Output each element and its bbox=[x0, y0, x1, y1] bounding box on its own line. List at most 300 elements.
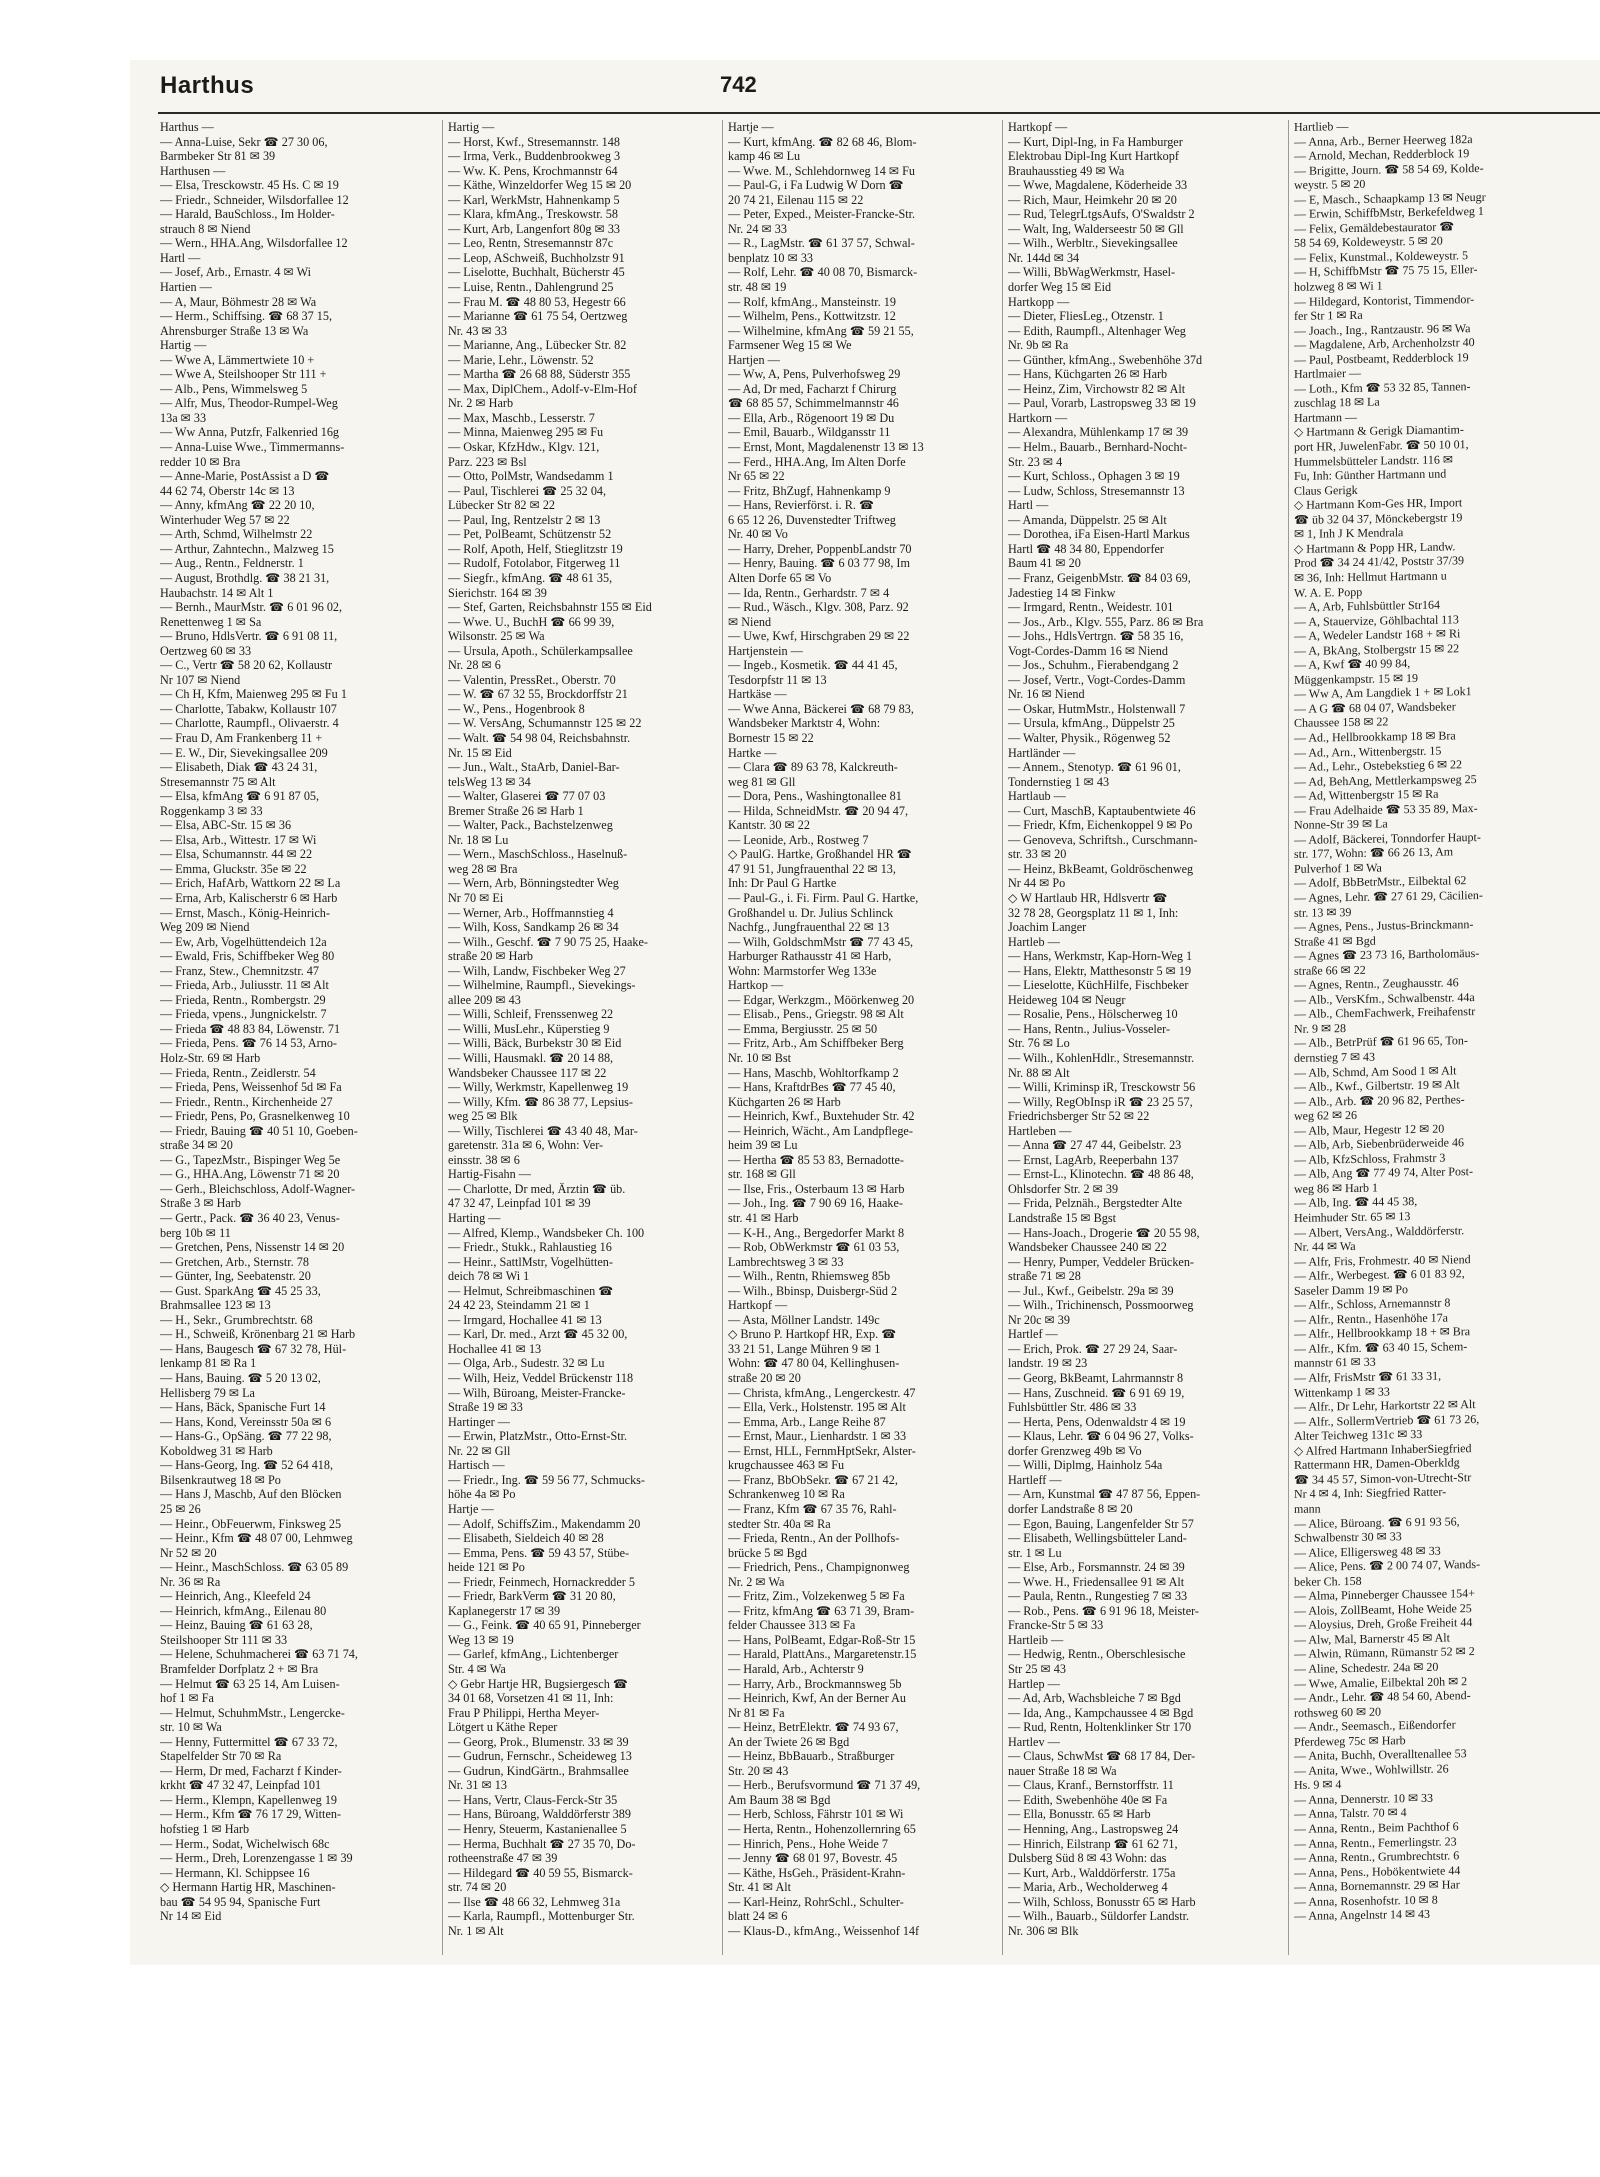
directory-entry-line: — Wwe. H., Friedensallee 91 ✉ Alt bbox=[1008, 1574, 1185, 1589]
directory-entry-line: — Anna, Bornemannstr. 29 ✉ Har bbox=[1294, 1877, 1460, 1895]
directory-entry-line: — Elisabeth, Diak ☎ 43 24 31, bbox=[160, 760, 318, 775]
directory-entry-line: strauch 8 ✉ Niend bbox=[160, 221, 251, 236]
directory-entry-line: bau ☎ 54 95 94, Spanische Furt bbox=[160, 1894, 321, 1909]
directory-entry-line: — Ella, Verk., Holstenstr. 195 ✉ Alt bbox=[728, 1400, 906, 1415]
directory-entry-line: — Hildegard ☎ 40 59 55, Bismarck- bbox=[448, 1865, 633, 1880]
directory-entry-line: — Wilh, Koss, Sandkamp 26 ✉ 34 bbox=[448, 920, 619, 935]
directory-entry-line: — Christa, kfmAng., Lengerckestr. 47 bbox=[728, 1385, 916, 1400]
directory-entry-line: — Alice, Büroang. ☎ 6 91 93 56, bbox=[1294, 1513, 1460, 1531]
directory-entry-line: — Max, DiplChem., Adolf-v-Elm-Hof bbox=[448, 381, 637, 396]
directory-entry-line: Wohn: ☎ 47 80 04, Kellinghusen- bbox=[728, 1356, 900, 1371]
directory-entry-line: Str. 76 ✉ Lo bbox=[1008, 1036, 1070, 1051]
directory-entry-line: — Käthe, Winzeldorfer Weg 15 ✉ 20 bbox=[448, 178, 632, 193]
directory-entry-line: Hartmann — bbox=[1294, 409, 1357, 425]
directory-entry-line: — Arnold, Mechan, Redderblock 19 bbox=[1294, 146, 1470, 163]
directory-entry-line: Nr. 306 ✉ Blk bbox=[1008, 1923, 1079, 1938]
directory-entry-line: — Harald, Arb., Achterstr 9 bbox=[728, 1661, 864, 1676]
directory-entry-line: — Felix, Kunstmal., Koldeweystr. 5 bbox=[1294, 248, 1468, 265]
directory-entry-line: Nr 14 ✉ Eid bbox=[160, 1909, 222, 1924]
directory-entry-line: — Ernst, HLL, FernmHptSekr, Alster- bbox=[728, 1443, 916, 1458]
directory-entry-line: — Rud, TelegrLtgsAufs, O'Swaldstr 2 bbox=[1008, 207, 1195, 222]
directory-page bbox=[130, 60, 1600, 1965]
directory-entry-line: mann bbox=[1294, 1501, 1321, 1516]
directory-entry-line: — Alb, KfzSchloss, Frahmstr 3 bbox=[1294, 1150, 1446, 1167]
directory-entry-line: — Helm., Bauarb., Bernhard-Nocht- bbox=[1008, 440, 1188, 455]
directory-entry-line: — Henny, Futtermittel ☎ 67 33 72, bbox=[160, 1734, 338, 1749]
directory-entry-line: — Wwe A, Lämmertwiete 10 + bbox=[160, 352, 315, 367]
directory-entry-line: — Paula, Rentn., Rungestieg 7 ✉ 33 bbox=[1008, 1589, 1188, 1604]
directory-entry-line: — H, SchiffbMstr ☎ 75 75 15, Eller- bbox=[1294, 262, 1478, 280]
directory-entry-line: — Hertha ☎ 85 53 83, Bernadotte- bbox=[728, 1152, 904, 1167]
directory-entry-line: ◇ Hermann Hartig HR, Maschinen- bbox=[160, 1880, 336, 1895]
directory-entry-line: — Ernst, Masch., König-Heinrich- bbox=[160, 905, 330, 920]
directory-entry-line: weg 28 ✉ Bra bbox=[448, 861, 518, 876]
directory-entry-line: 33 21 51, Lange Mühren 9 ✉ 1 bbox=[728, 1341, 881, 1356]
directory-entry-line: deich 78 ✉ Wi 1 bbox=[448, 1269, 530, 1284]
directory-entry-line: — Anna, Arb., Berner Heerweg 182a bbox=[1294, 131, 1473, 149]
directory-entry-line: — Pet, PolBeamt, Schützenstr 52 bbox=[448, 527, 612, 542]
directory-entry-line: — Irma, Verk., Buddenbrookweg 3 bbox=[448, 149, 621, 164]
directory-entry-line: Hochallee 41 ✉ 13 bbox=[448, 1341, 542, 1356]
directory-entry-line: — Hans, Zuschneid. ☎ 6 91 69 19, bbox=[1008, 1385, 1185, 1400]
directory-entry-line: — G., TapezMstr., Bispinger Weg 5e bbox=[160, 1152, 341, 1167]
directory-entry-line: — Heinz, BetrElektr. ☎ 74 93 67, bbox=[728, 1720, 899, 1735]
directory-entry-line: — Helmut, Schreibmaschinen ☎ bbox=[448, 1283, 614, 1298]
directory-entry-line: Nr. 36 ✉ Ra bbox=[160, 1574, 221, 1589]
directory-entry-line: — Friedr., Rentn., Kirchenheide 27 bbox=[160, 1094, 333, 1109]
directory-entry-line: — Wilh, Schloss, Bonusstr 65 ✉ Harb bbox=[1008, 1894, 1196, 1909]
directory-entry-line: — Wern, Arb, Bönningstedter Weg bbox=[448, 876, 619, 891]
directory-entry-line: — Klara, kfmAng., Treskowstr. 58 bbox=[448, 207, 618, 222]
directory-entry-line: — Helmut ☎ 63 25 14, Am Luisen- bbox=[160, 1676, 340, 1691]
directory-entry-line: 44 62 74, Oberstr 14c ✉ 13 bbox=[160, 483, 295, 498]
directory-entry-line: — Ida, Ang., Kampchaussee 4 ✉ Bgd bbox=[1008, 1705, 1194, 1720]
directory-entry-line: — Alfr., SollermVertrieb ☎ 61 73 26, bbox=[1294, 1411, 1480, 1429]
directory-entry-line: Stresemannstr 75 ✉ Alt bbox=[160, 774, 276, 789]
directory-entry-line: Saseler Damm 19 ✉ Po bbox=[1294, 1281, 1409, 1298]
directory-entry-line: Hartkäse — bbox=[728, 687, 787, 702]
directory-entry-line: — Anna, Rentn., Femerlingstr. 23 bbox=[1294, 1833, 1457, 1851]
directory-entry-line: Str. 4 ✉ Wa bbox=[448, 1661, 506, 1676]
directory-entry-line: — Hans, PolBeamt, Edgar-Roß-Str 15 bbox=[728, 1632, 916, 1647]
directory-entry-line: rotheenstraße 47 ✉ 39 bbox=[448, 1851, 558, 1866]
directory-entry-line: — Else, Arb., Forsmannstr. 24 ✉ 39 bbox=[1008, 1560, 1185, 1575]
directory-entry-line: ◇ Alfred Hartmann InhaberSiegfried bbox=[1294, 1440, 1472, 1458]
directory-entry-line: — Emma, Pens. ☎ 59 43 57, Stübe- bbox=[448, 1545, 630, 1560]
directory-entry-line: — Horst, Kwf., Stresemannstr. 148 bbox=[448, 134, 620, 149]
directory-entry-line: Brahmsallee 123 ✉ 13 bbox=[160, 1298, 271, 1313]
directory-entry-line: — Marianne, Ang., Lübecker Str. 82 bbox=[448, 338, 627, 353]
directory-entry-line: Elektrobau Dipl-Ing Kurt Hartkopf bbox=[1008, 149, 1179, 164]
directory-entry-line: Hartke — bbox=[728, 745, 777, 760]
directory-entry-line: — Georg, BkBeamt, Lahrmannstr 8 bbox=[1008, 1371, 1184, 1386]
directory-entry-line: — Felix, Gemäldebestaurator ☎ bbox=[1294, 219, 1455, 236]
directory-entry-line: rothsweg 60 ✉ 20 bbox=[1294, 1704, 1382, 1720]
directory-entry-line: landstr. 19 ✉ 23 bbox=[1008, 1356, 1088, 1371]
directory-entry-line: Harburger Rathausstr 41 ✉ Harb, bbox=[728, 949, 892, 964]
directory-entry-line: — Alfr, Mus, Theodor-Rumpel-Weg bbox=[160, 396, 338, 411]
directory-entry-line: Nr. 15 ✉ Eid bbox=[448, 745, 512, 760]
directory-column-1 bbox=[160, 120, 422, 1955]
directory-entry-line: — Hans, Bauing. ☎ 5 20 13 02, bbox=[160, 1371, 321, 1386]
directory-entry-line: Sierichstr. 164 ✉ 39 bbox=[448, 585, 547, 600]
directory-entry-line: — Alfr., Werbegest. ☎ 6 01 83 92, bbox=[1294, 1266, 1465, 1284]
directory-entry-line: — Emil, Bauarb., Wildgansstr 11 bbox=[728, 425, 891, 440]
directory-entry-line: — Wern., MaschSchloss., Haselnuß- bbox=[448, 847, 628, 862]
directory-entry-line: W. A. E. Popp bbox=[1294, 584, 1363, 600]
directory-entry-line: — Paul, Vorarb, Lastropsweg 33 ✉ 19 bbox=[1008, 396, 1196, 411]
directory-entry-line: — Frieda, vpens., Jungnickelstr. 7 bbox=[160, 1007, 327, 1022]
directory-entry-line: Bremer Straße 26 ✉ Harb 1 bbox=[448, 803, 584, 818]
directory-entry-line: — Fritz, BhZugf, Hahnenkamp 9 bbox=[728, 483, 891, 498]
directory-entry-line: hof 1 ✉ Fa bbox=[160, 1691, 214, 1706]
directory-entry-line: Müggenkampstr. 15 ✉ 19 bbox=[1294, 670, 1419, 687]
directory-entry-line: — Alfr., Schloss, Arnemannstr 8 bbox=[1294, 1295, 1451, 1313]
directory-entry-line: — Jul., Kwf., Geibelstr. 29a ✉ 39 bbox=[1008, 1283, 1174, 1298]
directory-entry-line: Tondernstieg 1 ✉ 43 bbox=[1008, 774, 1110, 789]
directory-entry-line: — Arth, Schmd, Wilhelmstr 22 bbox=[160, 527, 313, 542]
directory-entry-line: — Bruno, HdlsVertr. ☎ 6 91 08 11, bbox=[160, 629, 338, 644]
directory-entry-line: — Wilhelmine, kfmAng ☎ 59 21 55, bbox=[728, 323, 914, 338]
directory-entry-line: — Hinrich, Eilstranp ☎ 61 62 71, bbox=[1008, 1836, 1178, 1851]
directory-entry-line: — R., LagMstr. ☎ 61 37 57, Schwal- bbox=[728, 236, 915, 251]
directory-entry-line: — Fritz, Zim., Volzekenweg 5 ✉ Fa bbox=[728, 1589, 905, 1604]
directory-entry-line: Nr. 31 ✉ 13 bbox=[448, 1778, 507, 1793]
directory-entry-line: 6 65 12 26, Duvenstedter Triftweg bbox=[728, 512, 896, 527]
directory-entry-line: — Albert, VersAng., Walddörferstr. bbox=[1294, 1222, 1465, 1240]
directory-entry-line: — Wwe Anna, Bäckerei ☎ 68 79 83, bbox=[728, 701, 914, 716]
directory-entry-line: — Emma, Bergiusstr. 25 ✉ 50 bbox=[728, 1021, 878, 1036]
directory-entry-line: — Erich, HafArb, Wattkorn 22 ✉ La bbox=[160, 876, 341, 891]
directory-entry-line: Nr 20c ✉ 39 bbox=[1008, 1312, 1070, 1327]
directory-entry-line: — Garlef, kfmAng., Lichtenberger bbox=[448, 1647, 619, 1662]
directory-entry-line: 32 78 28, Georgsplatz 11 ✉ 1, Inh: bbox=[1008, 905, 1179, 920]
directory-entry-line: — Karl, Dr. med., Arzt ☎ 45 32 00, bbox=[448, 1327, 628, 1342]
directory-entry-line: — Erwin, SchiffbMstr, Berkefeldweg 1 bbox=[1294, 204, 1484, 222]
directory-columns bbox=[160, 120, 1600, 1960]
directory-entry-line: — Charlotte, Raumpfl., Olivaerstr. 4 bbox=[160, 716, 339, 731]
directory-entry-line: — Rudolf, Fotolabor, Fitgerweg 11 bbox=[448, 556, 621, 571]
directory-entry-line: Hartkorn — bbox=[1008, 410, 1068, 425]
directory-entry-line: Hartl — bbox=[160, 250, 201, 265]
directory-entry-line: — Frau D, Am Frankenberg 11 + bbox=[160, 730, 323, 745]
directory-entry-line: — Wilh., Geschf. ☎ 7 90 75 25, Haake- bbox=[448, 934, 648, 949]
directory-column-2 bbox=[442, 120, 710, 1955]
directory-entry-line: — Kurt, Dipl-Ing, in Fa Hamburger bbox=[1008, 134, 1183, 149]
directory-entry-line: — Karl, WerkMstr, Hahnenkamp 5 bbox=[448, 192, 620, 207]
directory-entry-line: — Dora, Pens., Washingtonallee 81 bbox=[728, 789, 902, 804]
directory-entry-line: — Ad, Wittenbergstr 15 ✉ Ra bbox=[1294, 786, 1439, 804]
directory-entry-line: — Curt, MaschB, Kaptaubentwiete 46 bbox=[1008, 803, 1196, 818]
directory-entry-line: Hartkopf — bbox=[1008, 120, 1068, 134]
directory-entry-line: — Andr., Seemasch., Eißendorfer bbox=[1294, 1717, 1456, 1735]
directory-entry-line: Nr. 2 ✉ Wa bbox=[728, 1574, 785, 1589]
directory-entry-line: — Heinr., MaschSchloss. ☎ 63 05 89 bbox=[160, 1560, 349, 1575]
directory-entry-line: — Helmut, SchuhmMstr., Lengercke- bbox=[160, 1705, 345, 1720]
directory-entry-line: — Egon, Bauing, Langenfelder Str 57 bbox=[1008, 1516, 1194, 1531]
directory-entry-line: beker Ch. 158 bbox=[1294, 1573, 1362, 1589]
directory-entry-line: weg 25 ✉ Blk bbox=[448, 1109, 518, 1124]
directory-entry-line: — Herm., Kfm ☎ 76 17 29, Witten- bbox=[160, 1807, 342, 1822]
directory-entry-line: — Ilse, Fris., Osterbaum 13 ✉ Harb bbox=[728, 1181, 905, 1196]
directory-entry-line: — Klaus-D., kfmAng., Weissenhof 14f bbox=[728, 1923, 920, 1938]
directory-entry-line: — Anna, Dennerstr. 10 ✉ 33 bbox=[1294, 1790, 1434, 1807]
directory-entry-line: — Hinrich, Pens., Hohe Weide 7 bbox=[728, 1836, 888, 1851]
directory-entry-line: Hartje — bbox=[448, 1501, 494, 1516]
directory-entry-line: garetenstr. 31a ✉ 6, Wohn: Ver- bbox=[448, 1138, 604, 1153]
directory-entry-line: — Rosalie, Pens., Hölscherweg 10 bbox=[1008, 1007, 1178, 1022]
directory-entry-line: — Paul, Postbeamt, Redderblock 19 bbox=[1294, 349, 1469, 367]
directory-entry-line: — Adolf, SchiffsZim., Makendamm 20 bbox=[448, 1516, 641, 1531]
directory-entry-line: Joachim Langer bbox=[1008, 920, 1087, 935]
directory-entry-line: — Anna-Luise Wwe., Timmermanns- bbox=[160, 440, 345, 455]
header-rule bbox=[158, 112, 1600, 114]
directory-entry-line: — Hans J, Maschb, Auf den Blöcken bbox=[160, 1487, 342, 1502]
directory-entry-line: — Aloysius, Dreh, Große Freiheit 44 bbox=[1294, 1615, 1473, 1633]
directory-entry-line: — Willi, Diplmg, Hainholz 54a bbox=[1008, 1458, 1163, 1473]
directory-entry-line: — Hans, Baugesch ☎ 67 32 78, Hül- bbox=[160, 1341, 347, 1356]
directory-entry-line: — C., Vertr ☎ 58 20 62, Kollaustr bbox=[160, 658, 333, 673]
directory-entry-line: — Asta, Möllner Landstr. 149c bbox=[728, 1312, 880, 1327]
directory-entry-line: — Anna, Rentn., Beim Pachthof 6 bbox=[1294, 1819, 1459, 1836]
directory-entry-line: — Anna-Luise, Sekr ☎ 27 30 06, bbox=[160, 134, 328, 149]
directory-entry-line: — Willy, Tischlerei ☎ 43 40 48, Mar- bbox=[448, 1123, 638, 1138]
directory-entry-line: — Elsa, kfmAng ☎ 6 91 87 05, bbox=[160, 789, 320, 804]
directory-entry-line: — Friedr., Ing. ☎ 59 56 77, Schmucks- bbox=[448, 1472, 645, 1487]
directory-entry-line: Nr. 44 ✉ Wa bbox=[1294, 1239, 1356, 1255]
directory-entry-line: — Hedwig, Rentn., Oberschlesische bbox=[1008, 1647, 1186, 1662]
directory-entry-line: — Henry, Steuerm, Kastanienallee 5 bbox=[448, 1821, 627, 1836]
directory-entry-line: 25 ✉ 26 bbox=[160, 1501, 201, 1516]
directory-entry-line: str. 10 ✉ Wa bbox=[160, 1720, 222, 1735]
directory-entry-line: — Martha ☎ 26 68 88, Süderstr 355 bbox=[448, 367, 631, 382]
directory-entry-line: — Rud., Wäsch., Klgv. 308, Parz. 92 bbox=[728, 600, 909, 615]
directory-entry-line: — Wwe, Magdalene, Köderheide 33 bbox=[1008, 178, 1188, 193]
directory-entry-line: — Alfr., Hellbrookkamp 18 + ✉ Bra bbox=[1294, 1324, 1471, 1342]
directory-entry-line: — Gertr., Pack. ☎ 36 40 23, Venus- bbox=[160, 1211, 340, 1226]
directory-entry-line: brücke 5 ✉ Bgd bbox=[728, 1545, 807, 1560]
directory-entry-line: — Ella, Arb., Rögenoort 19 ✉ Du bbox=[728, 410, 895, 425]
directory-entry-line: weystr. 5 ✉ 20 bbox=[1294, 176, 1366, 193]
directory-entry-line: — Ww A, Am Langdiek 1 + ✉ Lok1 bbox=[1294, 684, 1472, 702]
directory-entry-line: Hartl ☎ 48 34 80, Eppendorfer bbox=[1008, 541, 1164, 556]
directory-entry-line: — Willi, Hausmakl. ☎ 20 14 88, bbox=[448, 1051, 614, 1065]
directory-entry-line: — Hans-Georg, Ing. ☎ 52 64 418, bbox=[160, 1458, 334, 1473]
directory-entry-line: Friedrichsberger Str 52 ✉ 22 bbox=[1008, 1109, 1150, 1124]
directory-entry-line: Hartjenstein — bbox=[728, 643, 803, 658]
directory-entry-line: weg 86 ✉ Harb 1 bbox=[1294, 1180, 1379, 1196]
directory-entry-line: — A, Stauervize, Göhlbachtal 113 bbox=[1294, 611, 1459, 629]
directory-entry-line: — Karl-Heinz, RohrSchl., Schulter- bbox=[728, 1894, 904, 1909]
directory-entry-line: blatt 24 ✉ 6 bbox=[728, 1909, 788, 1924]
directory-entry-line: — Alfred, Klemp., Wandsbeker Ch. 100 bbox=[448, 1225, 645, 1240]
directory-entry-line: — Walter, Physik., Rögenweg 52 bbox=[1008, 730, 1171, 745]
directory-entry-line: — Kurt, kfmAng. ☎ 82 68 46, Blom- bbox=[728, 134, 917, 149]
directory-entry-line: — Friedr., Stukk., Rahlaustieg 16 bbox=[448, 1240, 612, 1255]
directory-entry-line: — Magdalene, Arb, Archenholzstr 40 bbox=[1294, 335, 1475, 353]
directory-entry-line: Fu, Inh: Günther Hartmann und bbox=[1294, 466, 1447, 484]
directory-entry-line: — Frau Adelhaide ☎ 53 35 89, Max- bbox=[1294, 800, 1478, 818]
directory-entry-line: — Alb., ChemFachwerk, Freihafenstr bbox=[1294, 1004, 1476, 1022]
directory-entry-line: — Annem., Stenotyp. ☎ 61 96 01, bbox=[1008, 760, 1181, 775]
directory-entry-line: — Frau M. ☎ 48 80 53, Hegestr 66 bbox=[448, 294, 626, 309]
directory-entry-line: — Peter, Exped., Meister-Francke-Str. bbox=[728, 207, 916, 222]
directory-entry-line: — Herm., Klempn, Kapellenweg 19 bbox=[160, 1792, 338, 1807]
directory-entry-line: — Heinr., ObFeuerwm, Finksweg 25 bbox=[160, 1516, 342, 1531]
directory-entry-line: — Heinrich, Ang., Kleefeld 24 bbox=[160, 1589, 311, 1604]
directory-entry-line: — Erwin, PlatzMstr., Otto-Ernst-Str. bbox=[448, 1429, 628, 1444]
directory-entry-line: Lötgert u Käthe Reper bbox=[448, 1720, 558, 1735]
directory-entry-line: Bornestr 15 ✉ 22 bbox=[728, 730, 814, 745]
directory-entry-line: — Elsa, Tresckowstr. 45 Hs. C ✉ 19 bbox=[160, 178, 339, 193]
directory-entry-line: — A, Kwf ☎ 40 99 84, bbox=[1294, 656, 1411, 673]
directory-entry-line: Dulsberg Süd 8 ✉ 43 Wohn: das bbox=[1008, 1851, 1167, 1866]
directory-entry-line: — Ingeb., Kosmetik. ☎ 44 41 45, bbox=[728, 658, 898, 673]
directory-entry-line: — Elisabeth, Sieldeich 40 ✉ 28 bbox=[448, 1531, 604, 1546]
directory-entry-line: Nr 4 ✉ 4, Inh: Siegfried Ratter- bbox=[1294, 1484, 1447, 1502]
directory-entry-line: dorfer Grenzweg 49b ✉ Vo bbox=[1008, 1443, 1142, 1458]
directory-entry-line: — Anna, Talstr. 70 ✉ 4 bbox=[1294, 1805, 1407, 1822]
directory-entry-line: — Ww. K. Pens, Krochmannstr 64 bbox=[448, 163, 618, 178]
directory-entry-line: Hartkopf — bbox=[728, 1298, 788, 1313]
directory-entry-line: — Walt, Ing, Walderseestr 50 ✉ Gll bbox=[1008, 221, 1184, 236]
directory-entry-line: — Heinr., Kfm ☎ 48 07 00, Lehmweg bbox=[160, 1531, 353, 1546]
directory-entry-line: mannstr 61 ✉ 33 bbox=[1294, 1355, 1376, 1371]
directory-entry-line: — Franz, GeigenbMstr. ☎ 84 03 69, bbox=[1008, 570, 1191, 585]
directory-entry-line: straße 20 ✉ 20 bbox=[728, 1371, 801, 1386]
directory-entry-line: — Alfr, Fris, Frohmestr. 40 ✉ Niend bbox=[1294, 1251, 1471, 1269]
directory-entry-line: — Herb, Schloss, Fährstr 101 ✉ Wi bbox=[728, 1807, 904, 1822]
directory-entry-line: — Rich, Maur, Heimkehr 20 ✉ 20 bbox=[1008, 192, 1177, 207]
directory-entry-line: — Wwe A, Steilshooper Str 111 + bbox=[160, 367, 327, 382]
directory-entry-line: Hartlep — bbox=[1008, 1676, 1060, 1691]
directory-entry-line: — Heinz, Zim, Virchowstr 82 ✉ Alt bbox=[1008, 381, 1186, 396]
directory-entry-line: — Gust. SparkAng ☎ 45 25 33, bbox=[160, 1283, 321, 1298]
directory-column-3 bbox=[722, 120, 990, 1955]
directory-entry-line: Hartig — bbox=[160, 338, 207, 353]
directory-entry-line: 34 01 68, Vorsetzen 41 ✉ 11, Inh: bbox=[448, 1691, 614, 1706]
directory-entry-line: zuschlag 18 ✉ La bbox=[1294, 394, 1380, 411]
directory-entry-line: fer Str 1 ✉ Ra bbox=[1294, 307, 1363, 324]
directory-entry-line: — Willi, Schleif, Frenssenweg 22 bbox=[448, 1007, 614, 1022]
directory-entry-line: — Agnes, Rentn., Zeughausstr. 46 bbox=[1294, 975, 1459, 993]
directory-entry-line: — Ursula, Apoth., Schülerkampsallee bbox=[448, 643, 633, 658]
directory-entry-line: ☎ 68 85 57, Schimmelmannstr 46 bbox=[728, 396, 899, 411]
directory-entry-line: — Alb., Arb. ☎ 20 96 82, Perthes- bbox=[1294, 1091, 1465, 1109]
directory-entry-line: — Heinz, BbBauarb., Straßburger bbox=[728, 1749, 895, 1764]
directory-entry-line: Nr 107 ✉ Niend bbox=[160, 672, 241, 687]
directory-entry-line: — Wilh, Heiz, Veddel Brückenstr 118 bbox=[448, 1371, 634, 1386]
directory-entry-line: Nonne-Str 39 ✉ La bbox=[1294, 816, 1388, 833]
directory-entry-line: ✉ 36, Inh: Hellmut Hartmann u bbox=[1294, 568, 1447, 585]
directory-entry-line: — Wwe. M., Schlehdornweg 14 ✉ Fu bbox=[728, 163, 916, 178]
directory-entry-line: — Hans, Kond, Vereinsstr 50a ✉ 6 bbox=[160, 1414, 332, 1429]
directory-entry-line: Ahrensburger Straße 13 ✉ Wa bbox=[160, 323, 309, 338]
directory-entry-line: — Clara ☎ 89 63 78, Kalckreuth- bbox=[728, 760, 898, 775]
directory-entry-line: Winterhuder Weg 57 ✉ 22 bbox=[160, 512, 290, 527]
directory-entry-line: — Oskar, KfzHdw., Klgv. 121, bbox=[448, 440, 600, 455]
directory-entry-line: — Hildegard, Kontorist, Timmendor- bbox=[1294, 291, 1475, 309]
directory-entry-line: — Leonide, Arb., Rostweg 7 bbox=[728, 832, 869, 847]
directory-entry-line: ☎ üb 32 04 37, Mönckebergstr 19 bbox=[1294, 510, 1463, 527]
directory-entry-line: — Ursula, kfmAng., Düppelstr 25 bbox=[1008, 716, 1175, 731]
directory-entry-line: — Irmgard, Hochallee 41 ✉ 13 bbox=[448, 1312, 602, 1327]
directory-entry-line: Inh: Dr Paul G Hartke bbox=[728, 876, 837, 891]
directory-entry-line: Wandsbeker Chaussee 117 ✉ 22 bbox=[448, 1065, 607, 1080]
running-head-name: Harthus bbox=[160, 72, 255, 99]
directory-entry-line: — Herb., Berufsvormund ☎ 71 37 49, bbox=[728, 1778, 921, 1793]
directory-entry-line: Nr. 24 ✉ 33 bbox=[728, 221, 787, 236]
directory-entry-line: — Jenny ☎ 68 01 97, Bovestr. 45 bbox=[728, 1851, 898, 1866]
directory-entry-line: — Heinrich, Wächt., Am Landpflege- bbox=[728, 1123, 913, 1138]
directory-entry-line: — Josef, Arb., Ernastr. 4 ✉ Wi bbox=[160, 265, 311, 280]
directory-entry-line: — Gudrun, KindGärtn., Brahmsallee bbox=[448, 1763, 629, 1778]
directory-entry-line: — Frieda, Rentn., Rombergstr. 29 bbox=[160, 992, 326, 1007]
directory-entry-line: Holz-Str. 69 ✉ Harb bbox=[160, 1051, 261, 1065]
directory-entry-line: 24 42 23, Steindamm 21 ✉ 1 bbox=[448, 1298, 590, 1313]
directory-entry-line: — Frida, Pelznäh., Bergstedter Alte bbox=[1008, 1196, 1183, 1211]
directory-entry-line: Landstraße 15 ✉ Bgst bbox=[1008, 1211, 1117, 1226]
directory-entry-line: — Anna, Pens., Hobökentwiete 44 bbox=[1294, 1862, 1461, 1880]
directory-entry-line: — W., Pens., Hogenbrook 8 bbox=[448, 701, 585, 716]
directory-entry-line: — Willy, Werkmstr, Kapellenweg 19 bbox=[448, 1080, 629, 1095]
directory-entry-line: — Wilhelmine, Raumpfl., Sievekings- bbox=[448, 978, 636, 993]
directory-entry-line: Straße 41 ✉ Bgd bbox=[1294, 933, 1376, 949]
directory-entry-line: — Klaus, Lehr. ☎ 6 04 96 27, Volks- bbox=[1008, 1429, 1194, 1444]
directory-entry-line: — Anny, kfmAng ☎ 22 20 10, bbox=[160, 498, 315, 513]
directory-entry-line: — Frieda, Rentn., An der Pollhofs- bbox=[728, 1531, 900, 1546]
directory-entry-line: Hartkop — bbox=[728, 978, 784, 993]
directory-entry-line: Tesdorpfstr 11 ✉ 13 bbox=[728, 672, 827, 687]
directory-entry-line: Nr. 22 ✉ Gll bbox=[448, 1443, 511, 1458]
directory-entry-line: — Hans, Büroang, Walddörferstr 389 bbox=[448, 1807, 631, 1822]
directory-entry-line: Haubachstr. 14 ✉ Alt 1 bbox=[160, 585, 274, 600]
directory-entry-line: Kantstr. 30 ✉ 22 bbox=[728, 818, 810, 833]
directory-entry-line: — Paul, Ing, Rentzelstr 2 ✉ 13 bbox=[448, 512, 601, 527]
directory-entry-line: — Jun., Walt., StaArb, Daniel-Bar- bbox=[448, 760, 620, 775]
directory-entry-line: — Max, Maschb., Lesserstr. 7 bbox=[448, 410, 595, 425]
directory-entry-line: — Ernst-L., Klinotechn. ☎ 48 86 48, bbox=[1008, 1167, 1194, 1182]
directory-entry-line: — Olga, Arb., Sudestr. 32 ✉ Lu bbox=[448, 1356, 605, 1371]
directory-entry-line: — Hermann, Kl. Schippsee 16 bbox=[160, 1865, 310, 1880]
directory-entry-line: — Wern., HHA.Ang, Wilsdorfallee 12 bbox=[160, 236, 348, 251]
directory-entry-line: — Anna, Rosenhofstr. 10 ✉ 8 bbox=[1294, 1892, 1438, 1909]
directory-entry-line: — Alb., Kwf., Gilbertstr. 19 ✉ Alt bbox=[1294, 1077, 1460, 1094]
directory-entry-line: — Alfr., Kfm. ☎ 63 40 15, Schem- bbox=[1294, 1339, 1468, 1356]
directory-entry-line: — G., Feink. ☎ 40 65 91, Pinneberger bbox=[448, 1618, 641, 1633]
directory-column-5 bbox=[1288, 115, 1600, 1955]
directory-entry-line: Farmsener Weg 15 ✉ We bbox=[728, 338, 852, 353]
directory-entry-line: Wohn: Marmstorfer Weg 133e bbox=[728, 963, 877, 978]
directory-entry-line: — Alexandra, Mühlenkamp 17 ✉ 39 bbox=[1008, 425, 1189, 440]
directory-entry-line: — Anna, Rentn., Grumbrechtstr. 6 bbox=[1294, 1848, 1460, 1865]
directory-entry-line: Straße 19 ✉ 33 bbox=[448, 1400, 523, 1415]
directory-entry-line: Heimhuder Str. 65 ✉ 13 bbox=[1294, 1209, 1411, 1225]
page-number: 742 bbox=[720, 72, 757, 97]
directory-entry-line: — Werner, Arb., Hoffmannstieg 4 bbox=[448, 905, 614, 920]
directory-entry-line: — Alb, Schmd, Am Sood 1 ✉ Alt bbox=[1294, 1062, 1457, 1080]
directory-entry-line: — Anita, Buchh, Overalltenallee 53 bbox=[1294, 1746, 1467, 1764]
directory-entry-line: — Ewald, Fris, Schiffbeker Weg 80 bbox=[160, 949, 335, 964]
directory-entry-line: allee 209 ✉ 43 bbox=[448, 992, 521, 1007]
directory-entry-line: — Maria, Arb., Wecholderweg 4 bbox=[1008, 1880, 1168, 1895]
directory-entry-line: — Paul-G, i Fa Ludwig W Dorn ☎ bbox=[728, 178, 904, 193]
directory-entry-line: — Alice, Elligersweg 48 ✉ 33 bbox=[1294, 1543, 1441, 1560]
directory-entry-line: Hartig — bbox=[448, 120, 495, 134]
directory-entry-line: — Oskar, HutmMstr., Holstenwall 7 bbox=[1008, 701, 1186, 716]
directory-entry-line: — Frieda ☎ 48 83 84, Löwenstr. 71 bbox=[160, 1021, 341, 1036]
directory-entry-line: Ohlsdorfer Str. 2 ✉ 39 bbox=[1008, 1181, 1119, 1196]
